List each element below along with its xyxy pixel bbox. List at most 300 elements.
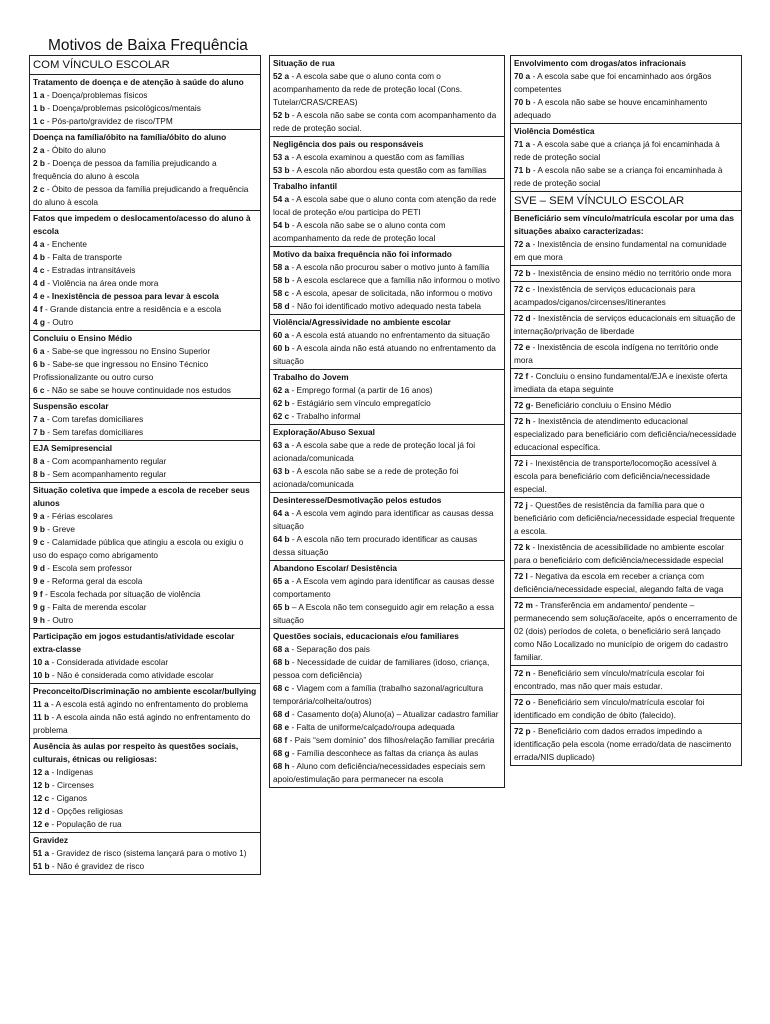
reason-code: 72 m [514, 600, 533, 610]
main-heading-text: SVE – SEM VÍNCULO ESCOLAR [514, 195, 685, 207]
reason-item [514, 399, 738, 412]
reason-code: 72 i [514, 458, 528, 468]
reason-code: 4 d [33, 278, 45, 288]
reason-text: - Beneficiário com dados errados impedindo a identificação pela escola (nome errado/data de nascimento errada/NIS duplicado) [514, 726, 732, 762]
reason-item [273, 643, 501, 656]
reason-text: - A escola não sabe se conta com acompanhamento da rede de proteção social. [273, 110, 497, 133]
reason-code: 72 p [514, 726, 531, 736]
reason-section [510, 210, 742, 266]
reason-section [29, 738, 261, 833]
reason-text: - Violência na área onde mora [45, 278, 159, 288]
reason-code: 72 j [514, 500, 528, 510]
reason-text: - Família desconhece as faltas da criança às aulas [289, 748, 479, 758]
reason-item [33, 413, 257, 426]
section-header: Ausência às aulas por respeito às questões sociais, culturais, étnicas ou religiosas: [33, 741, 239, 764]
reason-code: 68 c [273, 683, 290, 693]
section-header: Suspensão escolar [33, 401, 109, 411]
reason-code: 6 b [33, 359, 45, 369]
reason-item [33, 792, 257, 805]
reason-text: - Não foi identificado motivo adequado nesta tabela [289, 301, 482, 311]
reason-text: - A escola não procurou saber o motivo junto à família [289, 262, 490, 272]
reason-code: 68 f [273, 735, 288, 745]
reason-code: 9 h [33, 615, 45, 625]
reason-item [273, 193, 501, 219]
reason-code: 52 b [273, 110, 290, 120]
reason-item [273, 397, 501, 410]
reason-section [510, 123, 742, 192]
reason-code: 72 l [514, 571, 528, 581]
section-main-heading [510, 191, 742, 211]
reason-item [514, 570, 738, 596]
reason-code: 2 c [33, 184, 45, 194]
reason-code: 72 k [514, 542, 531, 552]
reason-code: 12 d [33, 806, 50, 816]
reason-item [33, 144, 257, 157]
reason-item [514, 70, 738, 96]
reason-text: - Sabe-se que ingressou no Ensino Superior [44, 346, 211, 356]
reason-section [29, 330, 261, 399]
reason-section [29, 129, 261, 211]
section-header: Situação coletiva que impede a escola de receber seus alunos [33, 485, 250, 508]
reason-section [269, 424, 505, 493]
reason-item [273, 760, 501, 786]
reason-section [269, 136, 505, 179]
reason-item [33, 455, 257, 468]
reason-section [510, 497, 742, 540]
reason-text: - Inexistência de escola indígena no território onde mora [514, 342, 719, 365]
reason-item [33, 183, 257, 209]
reason-text: - Gravidez de risco (sistema lançará para o motivo 1) [49, 848, 247, 858]
reason-item [33, 264, 257, 277]
section-header: Violência/Agressividade no ambiente escolar [273, 317, 451, 327]
reason-text: - Opções religiosas [49, 806, 123, 816]
reason-text: - A escola esclarece que a família não informou o motivo [289, 275, 500, 285]
section-header: Questões sociais, educacionais e/ou familiares [273, 631, 459, 641]
column-right [510, 56, 742, 766]
reason-item [273, 656, 501, 682]
reason-item [33, 698, 257, 711]
reason-text: - A escola não sabe se o aluno conta com acompanhamento da rede de proteção local [273, 220, 446, 243]
reason-code: 68 a [273, 644, 290, 654]
reason-text: - A escola não sabe se a rede de proteção foi acionada/comunicada [273, 466, 459, 489]
reason-section [269, 55, 505, 137]
reason-text: - Falta de merenda escolar [45, 602, 147, 612]
reason-item [514, 415, 738, 454]
section-header: Beneficiário sem vínculo/matrícula escolar por uma das situações abaixo caracterizadas: [514, 213, 734, 236]
reason-section [269, 628, 505, 788]
reason-code: 6 a [33, 346, 45, 356]
reason-text: - Escola sem professor [45, 563, 133, 573]
reason-text: - Óbito de pessoa da família prejudicando a frequência do aluno à escola [33, 184, 249, 207]
reason-code: 58 a [273, 262, 290, 272]
reason-item [273, 734, 501, 747]
reason-text: - Grande distancia entre a residência e a escola [42, 304, 222, 314]
reason-text: - Não se sabe se houve continuidade nos estudos [44, 385, 231, 395]
reason-item [514, 164, 738, 190]
reason-text: - Inexistência de ensino médio no território onde mora [530, 268, 732, 278]
reason-code: 53 a [273, 152, 290, 162]
reason-code: 62 a [273, 385, 290, 395]
reason-section [510, 397, 742, 414]
reason-item [514, 667, 738, 693]
reason-text: - Trabalho informal [289, 411, 361, 421]
reason-code: 68 b [273, 657, 290, 667]
reason-text: - Separação dos pais [289, 644, 370, 654]
reason-code: 72 d [514, 313, 531, 323]
reason-text: - Estradas intransitáveis [44, 265, 136, 275]
reason-text: - Falta de transporte [45, 252, 123, 262]
reason-item [33, 468, 257, 481]
reason-code: 72 f [514, 371, 529, 381]
reason-item [33, 238, 257, 251]
reason-code: 68 h [273, 761, 290, 771]
reason-item [33, 860, 257, 873]
reason-text: - Inexistência de acessibilidade no ambiente escolar para o beneficiário com deficiência/necessidade especial [514, 542, 725, 565]
reason-text: - Circenses [49, 780, 94, 790]
reason-item [273, 439, 501, 465]
reason-item [273, 410, 501, 423]
reason-item [273, 601, 501, 627]
reason-text: - Doença de pessoa da família prejudicando a frequência do aluno à escola [33, 158, 217, 181]
reason-text: - Escola fechada por situação de violência [42, 589, 201, 599]
reason-code: 51 a [33, 848, 50, 858]
reason-code: 7 a [33, 414, 45, 424]
reason-code: 70 a [514, 71, 531, 81]
reason-code: 62 b [273, 398, 290, 408]
reason-text: - Óbito do aluno [44, 145, 106, 155]
reason-item [33, 523, 257, 536]
reason-item [273, 329, 501, 342]
reason-section [29, 683, 261, 739]
reason-item [273, 261, 501, 274]
reason-code: 9 f [33, 589, 43, 599]
reason-code: 9 b [33, 524, 45, 534]
reason-item [33, 588, 257, 601]
reason-section [510, 568, 742, 598]
reason-item [33, 562, 257, 575]
reason-code: 60 b [273, 343, 290, 353]
reason-code: 12 c [33, 793, 50, 803]
main-heading-text: COM VÍNCULO ESCOLAR [33, 59, 170, 71]
reason-item [33, 115, 257, 128]
reason-text: - Inexistência de pessoa para levar à escola [44, 291, 219, 301]
reason-code: 65 a [273, 576, 290, 586]
reason-text: - Doença/problemas psicológicos/mentais [45, 103, 201, 113]
reason-section [510, 539, 742, 569]
reason-code: 72 g [514, 400, 531, 410]
reason-text: - A escola, apesar de solicitada, não informou o motivo [289, 288, 493, 298]
reason-section [510, 723, 742, 766]
reason-text: - A escola está agindo no enfrentamento do problema [48, 699, 248, 709]
reason-section [510, 455, 742, 498]
reason-code: 1 a [33, 90, 45, 100]
reason-text: - A escola não sabe se houve encaminhamento adequado [514, 97, 708, 120]
reason-code: 11 b [33, 712, 50, 722]
reason-section [29, 482, 261, 629]
reason-code: 12 e [33, 819, 50, 829]
reason-text: – A Escola não tem conseguido agir em relação a essa situação [273, 602, 494, 625]
reason-item [273, 70, 501, 109]
reason-item [273, 708, 501, 721]
reason-item [273, 164, 501, 177]
reason-code: 72 c [514, 284, 531, 294]
reason-item [33, 345, 257, 358]
reason-item [514, 267, 738, 280]
reason-item [33, 510, 257, 523]
reason-code: 4 a [33, 239, 45, 249]
reason-section [510, 413, 742, 456]
page-title: Motivos de Baixa Frequência [48, 37, 248, 54]
reason-text: - Necessidade de cuidar de familiares (idoso, criança, pessoa com deficiência) [273, 657, 490, 680]
reason-text: - Beneficiário sem vínculo/matrícula escolar foi identificado em condição de óbito (falecido). [514, 697, 705, 720]
reason-item [514, 499, 738, 538]
reason-code: 54 b [273, 220, 290, 230]
reason-code: 72 o [514, 697, 531, 707]
section-header: EJA Semipresencial [33, 443, 113, 453]
reason-text: - Com tarefas domiciliares [44, 414, 144, 424]
reason-text: - A escola não tem procurado identificar as causas dessa situação [273, 534, 478, 557]
reason-item [33, 601, 257, 614]
reason-code: 10 a [33, 657, 50, 667]
reason-item [273, 507, 501, 533]
reason-text: - Considerada atividade escolar [49, 657, 169, 667]
reason-code: 9 g [33, 602, 45, 612]
reason-text: - Pais “sem domínio” dos filhos/relação familiar precária [287, 735, 495, 745]
reason-item [273, 747, 501, 760]
reason-code: 8 b [33, 469, 45, 479]
reason-code: 4 f [33, 304, 43, 314]
reason-item [33, 426, 257, 439]
reason-item [33, 251, 257, 264]
reason-text: - A escola não abordou esta questão com as famílias [289, 165, 487, 175]
reason-text: - Inexistência de transporte/locomoção acessível à escola para beneficiário com deficiência/necessidade especial. [514, 458, 717, 494]
reason-code: 11 a [33, 699, 49, 709]
reason-text: - Pós-parto/gravidez de risco/TPM [44, 116, 173, 126]
reason-text: - Beneficiário concluiu o Ensino Médio [530, 400, 672, 410]
reason-text: - A escola ainda não está atuando no enfrentamento da situação [273, 343, 496, 366]
reason-code: 72 e [514, 342, 531, 352]
reason-code: 2 b [33, 158, 45, 168]
reason-item [33, 290, 257, 303]
reason-section [29, 210, 261, 331]
reason-text: - Concluiu o ensino fundamental/EJA e inexiste oferta imediata da etapa seguinte [514, 371, 728, 394]
reason-item [514, 283, 738, 309]
reason-code: 68 d [273, 709, 290, 719]
reason-section [269, 178, 505, 247]
reason-text: - Inexistência de ensino fundamental na comunidade em que mora [514, 239, 727, 262]
reason-item [273, 151, 501, 164]
reason-code: 68 g [273, 748, 290, 758]
section-header: Negligência dos pais ou responsáveis [273, 139, 424, 149]
reason-text: - A escola sabe que o aluno conta com atenção da rede local de proteção e/ou participa do PETI [273, 194, 497, 217]
reason-text: - Emprego formal (a partir de 16 anos) [289, 385, 433, 395]
reason-text: - A escola não sabe se a criança foi encaminhada à rede de proteção social [514, 165, 723, 188]
reason-code: 68 e [273, 722, 290, 732]
reason-text: - Estágiário sem vínculo empregatício [289, 398, 431, 408]
reason-text: - A escola examinou a questão com as famílias [289, 152, 465, 162]
reason-section [510, 265, 742, 282]
reason-text: - Negativa da escola em receber a criança com deficiência/necessidade especial, alegando falta de vaga [514, 571, 724, 594]
reason-text: - População de rua [49, 819, 122, 829]
reason-text: - Enchente [44, 239, 87, 249]
reason-text: - Sabe-se que ingressou no Ensino Técnico Profissionalizante ou outro curso [33, 359, 209, 382]
reason-text: - Transferência em andamento/ pendente – permanecendo sem solução/aceite, após o encerramento de 02 (dois) períodos de coleta, o beneficiário será lançado como Não Localizado no município de origem do cadastro familiar. [514, 600, 738, 662]
reason-text: - Reforma geral da escola [44, 576, 143, 586]
reason-item [514, 696, 738, 722]
reason-item [273, 575, 501, 601]
reason-code: 63 a [273, 440, 290, 450]
reason-text: - Ciganos [49, 793, 87, 803]
reason-code: 9 a [33, 511, 45, 521]
reason-item [514, 725, 738, 764]
reason-text: - A escola está atuando no enfrentamento da situação [289, 330, 490, 340]
reason-text: - Casamento do(a) Aluno(a) – Atualizar cadastro familiar [289, 709, 499, 719]
reason-section [510, 665, 742, 695]
reason-item [514, 599, 738, 664]
reason-item [273, 274, 501, 287]
reason-code: 1 c [33, 116, 45, 126]
reason-section [29, 74, 261, 130]
reason-text: - Não é gravidez de risco [49, 861, 145, 871]
reason-text: - Outro [45, 317, 74, 327]
reason-item [33, 102, 257, 115]
section-header: Participação em jogos estudantis/atividade escolar extra-classe [33, 631, 235, 654]
reason-text: - A escola ainda não está agindo no enfrentamento do problema [33, 712, 251, 735]
reason-section [510, 55, 742, 124]
reason-item [33, 277, 257, 290]
reason-code: 2 a [33, 145, 45, 155]
section-header: Fatos que impedem o deslocamento/acesso do aluno à escola [33, 213, 251, 236]
reason-text: - A escola sabe que foi encaminhado aos órgãos competentes [514, 71, 712, 94]
reason-code: 8 a [33, 456, 45, 466]
reason-item [33, 805, 257, 818]
reason-item [33, 711, 257, 737]
reason-section [29, 440, 261, 483]
reason-text: - Sem acompanhamento regular [45, 469, 167, 479]
reason-text: - Inexistência de serviços educacionais em situação de internação/privação de liberdade [514, 313, 736, 336]
section-header: Violência Doméstica [514, 126, 595, 136]
reason-section [510, 694, 742, 724]
reason-code: 70 b [514, 97, 531, 107]
reason-text: - Doença/problemas físicos [44, 90, 148, 100]
reason-text: - Férias escolares [44, 511, 113, 521]
section-header: Concluiu o Ensino Médio [33, 333, 133, 343]
reason-section [269, 369, 505, 425]
reason-code: 60 a [273, 330, 290, 340]
reason-section [510, 281, 742, 311]
reason-item [33, 316, 257, 329]
reason-item [33, 89, 257, 102]
reason-code: 71 a [514, 139, 531, 149]
reason-text: - A escola sabe que a rede de proteção local já foi acionada/comunicada [273, 440, 476, 463]
reason-item [514, 370, 738, 396]
reason-section [29, 398, 261, 441]
reason-item [33, 575, 257, 588]
reason-item [33, 818, 257, 831]
reason-code: 64 b [273, 534, 290, 544]
reason-section [510, 310, 742, 340]
reason-item [514, 138, 738, 164]
reason-code: 71 b [514, 165, 531, 175]
reason-text: - Indígenas [49, 767, 93, 777]
reason-item [273, 109, 501, 135]
reason-text: - A escola vem agindo para identificar as causas dessa situação [273, 508, 494, 531]
reason-text: - Beneficiário sem vínculo/matrícula escolar foi encontrado, mas não quer mais estudar. [514, 668, 705, 691]
reason-code: 12 a [33, 767, 50, 777]
reason-item [514, 457, 738, 496]
reason-text: - Não é considerada como atividade escolar [49, 670, 214, 680]
reason-text: - Viagem com a família (trabalho sazonal/agricultura temporária/colheita/outros) [273, 683, 484, 706]
reason-text: - Sem tarefas domiciliares [45, 427, 144, 437]
column-left [29, 56, 261, 875]
reason-item [33, 303, 257, 316]
reason-code: 58 b [273, 275, 290, 285]
reason-text: - A escola sabe que a criança já foi encaminhada à rede de proteção social [514, 139, 720, 162]
reason-item [514, 238, 738, 264]
reason-item [33, 779, 257, 792]
reason-code: 72 b [514, 268, 531, 278]
reason-section [269, 314, 505, 370]
column-middle [269, 56, 505, 788]
reason-item [273, 721, 501, 734]
reason-code: 52 a [273, 71, 290, 81]
section-header: Gravidez [33, 835, 69, 845]
reason-item [273, 287, 501, 300]
reason-text: - Inexistência de serviços educacionais para acampados/ciganos/circenses/itinerantes [514, 284, 696, 307]
reason-item [273, 342, 501, 368]
section-header: Envolvimento com drogas/atos infracionais [514, 58, 686, 68]
reason-code: 51 b [33, 861, 50, 871]
reason-code: 10 b [33, 670, 50, 680]
section-header: Trabalho do Jovem [273, 372, 349, 382]
reason-code: 4 g [33, 317, 45, 327]
reason-item [514, 341, 738, 367]
reason-text: - Outro [45, 615, 74, 625]
reason-item [273, 533, 501, 559]
reason-text: - Falta de uniforme/calçado/roupa adequada [289, 722, 455, 732]
reason-item [33, 669, 257, 682]
section-header: Trabalho infantil [273, 181, 338, 191]
reason-code: 62 c [273, 411, 290, 421]
reason-code: 63 b [273, 466, 290, 476]
reason-code: 4 b [33, 252, 45, 262]
reason-code: 53 b [273, 165, 290, 175]
reason-item [33, 656, 257, 669]
reason-item [273, 682, 501, 708]
reason-code: 9 c [33, 537, 45, 547]
section-header: Exploração/Abuso Sexual [273, 427, 375, 437]
reason-section [29, 628, 261, 684]
reason-item [273, 219, 501, 245]
reason-item [514, 541, 738, 567]
reason-code: 58 c [273, 288, 290, 298]
reason-code: 72 a [514, 239, 531, 249]
reason-text: - Greve [45, 524, 75, 534]
reason-item [33, 157, 257, 183]
reason-text: - Inexistência de atendimento educacional especializado para beneficiário com deficiência/necessidade educacional específica. [514, 416, 737, 452]
reason-code: 7 b [33, 427, 45, 437]
section-header: Motivo da baixa frequência não foi informado [273, 249, 452, 259]
reason-code: 72 n [514, 668, 531, 678]
reason-section [269, 246, 505, 315]
reason-section [269, 560, 505, 629]
reason-text: - Calamidade pública que atingiu a escola ou exigiu o uso do espaço como abrigamento [33, 537, 244, 560]
reason-section [269, 492, 505, 561]
section-header: Abandono Escolar/ Desistência [273, 563, 398, 573]
reason-item [514, 312, 738, 338]
reason-code: 1 b [33, 103, 45, 113]
reason-text: - A escola sabe que o aluno conta com o acompanhamento da rede de proteção local (Cons. Tutelar/CRAS/CREAS) [273, 71, 463, 107]
